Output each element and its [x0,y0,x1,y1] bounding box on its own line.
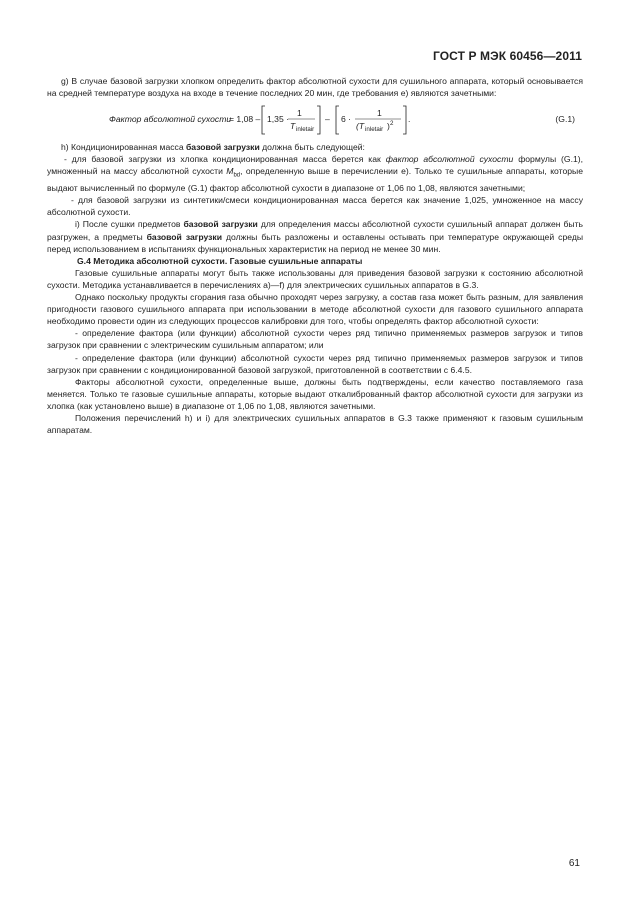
formula-end: . [408,114,411,125]
bold-term: базовой загрузки [146,231,223,242]
bracket-right-1 [317,106,320,134]
minus-sign: – [325,114,330,125]
formula-eq: = 1,08 – [229,114,261,125]
paragraph-g4-2: Однако поскольку продукты сгорания газа обычно проходят через загрузку, а состав газа может быть разным, для заявления пригодности газового сушильного аппарата при использовании в методе абсолютной сухости для газового сушильного аппарата необходимо провести один из следующих процессов калибровки для того, чтобы определять фактор абсолютной сухости: [47,292,583,327]
paragraph-h-synthetic: - для базовой загрузки из синтетики/смеси кондиционированная масса берется как значение 1,025, умноженное на массу абсолютной сухости. [47,195,583,218]
paragraph-g4-bullet-2: - определение фактора (или функции) абсолютной сухости через ряд типично применяемых размеров загрузок и типов загрузок при сравнении с кондиционированной базовой загрузкой, приготовленной в соответствии с 6.4.5. [47,352,583,375]
text-run: , определенную выше в перечислении е). Только те сушильные аппараты, которые выдают вычисленный по формуле (G.1) фактор абсолютной сухости в диапазоне от 1,06 по 1,08, являются зачетными; [47,166,583,194]
bracket-left-1 [262,106,265,134]
document-body [47,75,583,436]
bold-term: базовой загрузки [186,142,260,153]
paragraph-g4-4: Положения перечислений h) и i) для электрических сушильных аппаратов в G.3 также применяют к газовым сушильным аппаратам. [47,412,583,436]
denominator-2-exp: 2 [390,120,394,128]
bold-term: базовой загрузки [183,219,258,230]
paragraph-g: g) В случае базовой загрузки хлопком определить фактор абсолютной сухости для сушильного аппарата, который основывается на средней температуре воздуха на входе в течение последних 20 мин, где требования е) являются зачетными: [47,76,583,99]
text-run: для определения массы абсолютной сухости сушильный аппарат должен быть разгружен, а предметы [47,219,583,242]
text-run: i) После сушки предметов [75,219,184,230]
page-number: 61 [568,858,580,869]
denominator-1-sub: inletair [296,126,315,134]
paragraph-i [47,218,583,254]
denominator-2-close: ) [387,121,390,132]
formula-g1 [47,101,583,139]
italic-term: фактор абсолютной сухости [385,154,514,165]
paragraph-h [47,141,583,153]
denominator-2-sub: inletair [365,126,384,134]
text-run: должна быть следующей: [259,142,365,153]
formula-lhs: Фактор абсолютной сухости [109,114,232,125]
mass-symbol: M [226,166,234,177]
bracket-left-2 [336,106,339,134]
bracket-right-2 [403,106,406,134]
paragraph-g4-bullet-1: - определение фактора (или функции) абсолютной сухости через ряд типично применяемых размеров загрузок и типов загрузок при сравнении с электрическим сушильным аппаратом; или [47,328,583,351]
text-run: формулы (G.1), умноженный на массу абсолютной сухости [47,154,584,177]
section-heading-g4: G.4 Методика абсолютной сухости. Газовые сушильные аппараты [77,255,363,266]
standard-header: ГОСТ Р МЭК 60456—2011 [432,49,582,63]
denominator-2-var: (T [356,121,365,132]
mass-subscript: bd [233,173,241,180]
formula-number: (G.1) [555,114,575,125]
text-run: должны быть разложены и оставлены остывать при температуре окружающей среды перед использованием в испытаниях функциональных характеристик на период не менее 30 мин. [47,231,584,254]
paragraph-g4-3: Факторы абсолютной сухости, определенные выше, должны быть подтверждены, если качество поставляемого газа меняется. Только те газовые сушильные аппараты, которые выдают откалиброванный фактор абсолютной сухости для загрузки из хлопка (как установлено выше) в диапазоне от 1,06 по 1,08, являются зачетными. [47,376,583,411]
text-run: - для базовой загрузки из хлопка кондиционированная масса берется как [64,154,386,165]
paragraph-h-cotton [47,153,583,194]
numerator-2: 1 [377,108,382,119]
paragraph-g4-1: Газовые сушильные аппараты могут быть также использованы для приведения базовой загрузки к состоянию абсолютной сухости. Методика устанавливается в перечислениях а)—f) для электрических сушильных аппаратов в G.3. [47,267,583,290]
text-run: h) Кондиционированная масса [61,142,186,153]
coef-2: 6 · [341,114,352,125]
numerator-1: 1 [297,108,302,119]
coef-1: 1,35 · [267,114,289,125]
denominator-1-var: T [290,121,296,132]
